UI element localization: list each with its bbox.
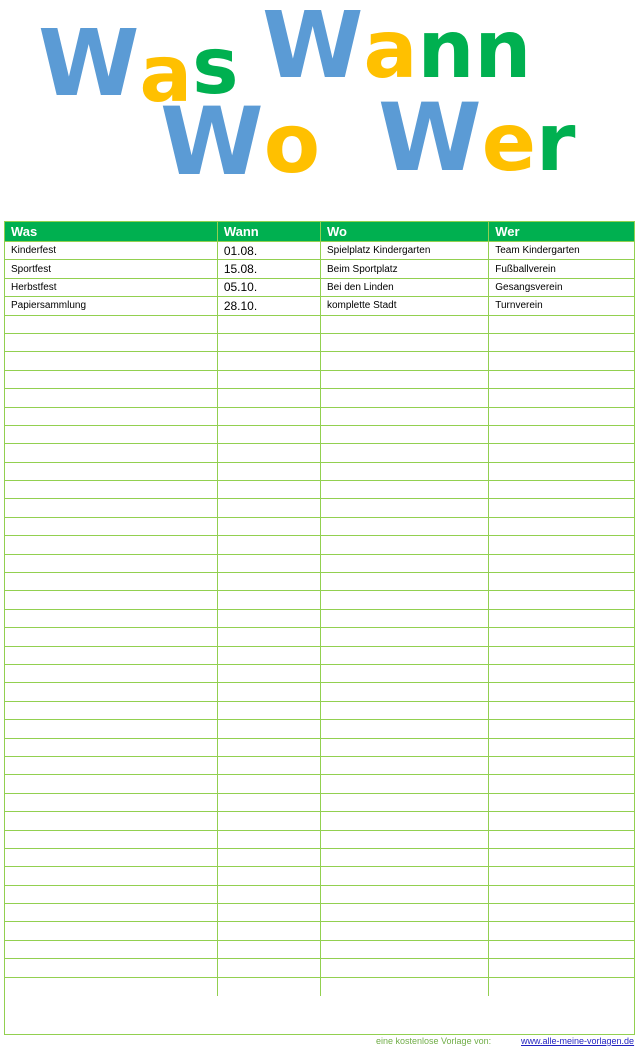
cell-was[interactable] — [5, 333, 217, 351]
cell-wann[interactable] — [217, 609, 320, 627]
empty-table-row — [5, 830, 634, 848]
cell-wer[interactable] — [489, 756, 634, 774]
cell-was[interactable] — [5, 830, 217, 848]
cell-wann[interactable] — [217, 885, 320, 903]
cell-wer[interactable]: Gesangsverein — [489, 278, 634, 296]
cell-was[interactable] — [5, 554, 217, 572]
cell-wo[interactable] — [320, 536, 488, 554]
cell-wann[interactable] — [217, 425, 320, 443]
table-row — [5, 260, 634, 278]
cell-wann[interactable] — [217, 646, 320, 664]
empty-table-row — [5, 720, 634, 738]
cell-was[interactable] — [5, 517, 217, 535]
empty-table-row — [5, 407, 634, 425]
cell-wer[interactable] — [489, 536, 634, 554]
cell-wer[interactable] — [489, 444, 634, 462]
cell-wer[interactable]: Team Kindergarten — [489, 242, 634, 260]
cell-was[interactable]: Papiersammlung — [5, 297, 217, 315]
table-row — [5, 278, 634, 296]
cell-was[interactable] — [5, 904, 217, 922]
empty-table-row — [5, 959, 634, 977]
word-wann — [262, 0, 532, 99]
cell-was[interactable] — [5, 573, 217, 591]
cell-wann[interactable]: 28.10. — [217, 297, 320, 315]
cell-wann[interactable] — [217, 499, 320, 517]
cell-wo[interactable] — [320, 444, 488, 462]
empty-table-row — [5, 517, 634, 535]
empty-table-row — [5, 425, 634, 443]
cell-wer[interactable] — [489, 462, 634, 480]
cell-wo[interactable] — [320, 407, 488, 425]
cell-was[interactable] — [5, 389, 217, 407]
cell-wer[interactable] — [489, 573, 634, 591]
title-word-art — [0, 0, 637, 210]
empty-table-row — [5, 609, 634, 627]
empty-table-row — [5, 738, 634, 756]
cell-wo[interactable] — [320, 756, 488, 774]
cell-wer[interactable] — [489, 352, 634, 370]
cell-wann[interactable] — [217, 959, 320, 977]
empty-table-row — [5, 352, 634, 370]
cell-was[interactable] — [5, 462, 217, 480]
letter: a — [139, 30, 193, 120]
cell-was[interactable] — [5, 481, 217, 499]
cell-wann[interactable] — [217, 775, 320, 793]
cell-was[interactable]: Herbstfest — [5, 278, 217, 296]
column-header-wo: Wo — [320, 222, 488, 242]
footer — [0, 1036, 637, 1048]
cell-wann[interactable] — [217, 481, 320, 499]
cell-wann[interactable] — [217, 904, 320, 922]
empty-table-row — [5, 646, 634, 664]
cell-was[interactable] — [5, 425, 217, 443]
cell-wer[interactable] — [489, 481, 634, 499]
cell-wer[interactable] — [489, 683, 634, 701]
cell-wann[interactable] — [217, 536, 320, 554]
letter: W — [262, 0, 364, 99]
empty-table-row — [5, 573, 634, 591]
cell-wo[interactable] — [320, 481, 488, 499]
cell-was[interactable] — [5, 720, 217, 738]
cell-was[interactable] — [5, 959, 217, 977]
empty-table-row — [5, 389, 634, 407]
cell-wo[interactable] — [320, 848, 488, 866]
cell-was[interactable] — [5, 591, 217, 609]
cell-wer[interactable] — [489, 830, 634, 848]
cell-wann[interactable] — [217, 573, 320, 591]
cell-wo[interactable] — [320, 352, 488, 370]
cell-wann[interactable] — [217, 333, 320, 351]
cell-wer[interactable] — [489, 499, 634, 517]
empty-table-row — [5, 444, 634, 462]
cell-was[interactable] — [5, 848, 217, 866]
cell-wer[interactable] — [489, 885, 634, 903]
cell-wer[interactable] — [489, 664, 634, 682]
cell-wer[interactable] — [489, 389, 634, 407]
cell-was[interactable] — [5, 499, 217, 517]
cell-was[interactable] — [5, 940, 217, 958]
cell-wo[interactable] — [320, 940, 488, 958]
cell-wo[interactable] — [320, 333, 488, 351]
cell-wer[interactable] — [489, 867, 634, 885]
letter: n — [474, 3, 532, 96]
cell-wer[interactable] — [489, 646, 634, 664]
cell-wann[interactable]: 05.10. — [217, 278, 320, 296]
word-wo — [160, 88, 321, 197]
cell-wer[interactable] — [489, 609, 634, 627]
footer-link[interactable]: www.alle-meine-vorlagen.de — [521, 1036, 635, 1046]
column-header-wann: Wann — [217, 222, 320, 242]
cell-wann[interactable] — [217, 315, 320, 333]
cell-was[interactable] — [5, 444, 217, 462]
cell-wo[interactable] — [320, 683, 488, 701]
letter: e — [481, 96, 536, 189]
empty-table-row — [5, 775, 634, 793]
cell-wo[interactable] — [320, 591, 488, 609]
empty-table-row — [5, 867, 634, 885]
cell-wo[interactable] — [320, 885, 488, 903]
cell-was[interactable] — [5, 977, 217, 995]
cell-was[interactable] — [5, 609, 217, 627]
cell-wann[interactable] — [217, 793, 320, 811]
letter: W — [160, 88, 264, 197]
empty-table-row — [5, 462, 634, 480]
cell-wer[interactable] — [489, 407, 634, 425]
cell-wer[interactable] — [489, 848, 634, 866]
empty-table-row — [5, 683, 634, 701]
cell-wann[interactable] — [217, 977, 320, 995]
empty-table-row — [5, 315, 634, 333]
empty-table-row — [5, 591, 634, 609]
cell-wer[interactable] — [489, 812, 634, 830]
cell-wo[interactable] — [320, 830, 488, 848]
cell-was[interactable] — [5, 683, 217, 701]
cell-wer[interactable] — [489, 370, 634, 388]
cell-wo[interactable] — [320, 701, 488, 719]
cell-wann[interactable] — [217, 812, 320, 830]
empty-table-row — [5, 793, 634, 811]
cell-was[interactable] — [5, 315, 217, 333]
cell-wo[interactable] — [320, 499, 488, 517]
cell-wann[interactable] — [217, 720, 320, 738]
empty-table-row — [5, 885, 634, 903]
empty-table-row — [5, 940, 634, 958]
letter: s — [192, 22, 239, 112]
cell-wer[interactable] — [489, 904, 634, 922]
cell-wann[interactable] — [217, 738, 320, 756]
cell-wer[interactable] — [489, 425, 634, 443]
cell-wo[interactable]: Bei den Linden — [320, 278, 488, 296]
table-header-row — [5, 222, 634, 242]
cell-wo[interactable] — [320, 315, 488, 333]
empty-table-row — [5, 499, 634, 517]
cell-wo[interactable] — [320, 554, 488, 572]
cell-was[interactable] — [5, 793, 217, 811]
cell-wann[interactable] — [217, 554, 320, 572]
cell-wo[interactable]: Spielplatz Kindergarten — [320, 242, 488, 260]
empty-table-row — [5, 664, 634, 682]
cell-wo[interactable] — [320, 462, 488, 480]
cell-wer[interactable] — [489, 720, 634, 738]
cell-was[interactable] — [5, 775, 217, 793]
cell-wann[interactable] — [217, 683, 320, 701]
cell-wer[interactable] — [489, 333, 634, 351]
cell-wann[interactable] — [217, 940, 320, 958]
cell-wo[interactable] — [320, 775, 488, 793]
cell-wer[interactable]: Fußballverein — [489, 260, 634, 278]
cell-was[interactable] — [5, 407, 217, 425]
cell-wo[interactable] — [320, 738, 488, 756]
cell-wann[interactable] — [217, 756, 320, 774]
cell-wann[interactable] — [217, 664, 320, 682]
cell-wer[interactable] — [489, 922, 634, 940]
cell-was[interactable] — [5, 756, 217, 774]
cell-wo[interactable] — [320, 609, 488, 627]
cell-wer[interactable] — [489, 738, 634, 756]
cell-wann[interactable] — [217, 628, 320, 646]
letter: W — [38, 10, 140, 117]
cell-wann[interactable] — [217, 462, 320, 480]
cell-wann[interactable]: 15.08. — [217, 260, 320, 278]
cell-wo[interactable] — [320, 389, 488, 407]
cell-wer[interactable] — [489, 977, 634, 995]
footer-label: eine kostenlose Vorlage von: — [376, 1036, 492, 1046]
cell-wer[interactable] — [489, 940, 634, 958]
cell-was[interactable] — [5, 352, 217, 370]
empty-table-row — [5, 536, 634, 554]
cell-wo[interactable] — [320, 720, 488, 738]
cell-was[interactable]: Sportfest — [5, 260, 217, 278]
cell-wo[interactable] — [320, 922, 488, 940]
letter: n — [417, 3, 475, 96]
letter: W — [378, 84, 482, 193]
event-table — [4, 221, 635, 1035]
cell-was[interactable] — [5, 885, 217, 903]
cell-wann[interactable] — [217, 848, 320, 866]
cell-wer[interactable] — [489, 775, 634, 793]
empty-table-row — [5, 370, 634, 388]
empty-table-row — [5, 333, 634, 351]
empty-table-row — [5, 922, 634, 940]
cell-was[interactable] — [5, 646, 217, 664]
cell-wo[interactable] — [320, 628, 488, 646]
column-header-wer: Wer — [489, 222, 634, 242]
cell-wann[interactable] — [217, 922, 320, 940]
cell-was[interactable] — [5, 922, 217, 940]
column-header-was: Was — [5, 222, 217, 242]
cell-wer[interactable] — [489, 517, 634, 535]
cell-wann[interactable]: 01.08. — [217, 242, 320, 260]
letter: a — [363, 3, 418, 96]
cell-was[interactable] — [5, 738, 217, 756]
cell-wann[interactable] — [217, 352, 320, 370]
cell-wo[interactable] — [320, 517, 488, 535]
cell-was[interactable]: Kinderfest — [5, 242, 217, 260]
empty-table-row — [5, 977, 634, 995]
letter: r — [535, 96, 576, 189]
empty-table-row — [5, 554, 634, 572]
cell-wo[interactable] — [320, 425, 488, 443]
word-wer — [378, 84, 576, 193]
cell-wann[interactable] — [217, 830, 320, 848]
empty-table-row — [5, 904, 634, 922]
cell-wann[interactable] — [217, 867, 320, 885]
cell-wo[interactable] — [320, 959, 488, 977]
cell-was[interactable] — [5, 812, 217, 830]
cell-wo[interactable] — [320, 370, 488, 388]
cell-wo[interactable] — [320, 573, 488, 591]
cell-wo[interactable] — [320, 812, 488, 830]
cell-wo[interactable] — [320, 977, 488, 995]
cell-wer[interactable] — [489, 628, 634, 646]
table-row — [5, 242, 634, 260]
cell-was[interactable] — [5, 536, 217, 554]
cell-was[interactable] — [5, 664, 217, 682]
cell-wo[interactable]: komplette Stadt — [320, 297, 488, 315]
cell-was[interactable] — [5, 701, 217, 719]
empty-table-row — [5, 701, 634, 719]
cell-wer[interactable] — [489, 701, 634, 719]
empty-table-row — [5, 481, 634, 499]
cell-wann[interactable] — [217, 517, 320, 535]
cell-wo[interactable] — [320, 646, 488, 664]
empty-table-row — [5, 756, 634, 774]
cell-wer[interactable]: Turnverein — [489, 297, 634, 315]
letter: o — [263, 97, 321, 192]
cell-wo[interactable]: Beim Sportplatz — [320, 260, 488, 278]
cell-wann[interactable] — [217, 370, 320, 388]
table-row — [5, 297, 634, 315]
empty-table-row — [5, 848, 634, 866]
cell-wo[interactable] — [320, 793, 488, 811]
cell-was[interactable] — [5, 867, 217, 885]
cell-wer[interactable] — [489, 959, 634, 977]
cell-wann[interactable] — [217, 444, 320, 462]
cell-wo[interactable] — [320, 664, 488, 682]
cell-wann[interactable] — [217, 407, 320, 425]
cell-wann[interactable] — [217, 591, 320, 609]
cell-wann[interactable] — [217, 389, 320, 407]
cell-was[interactable] — [5, 370, 217, 388]
cell-wann[interactable] — [217, 701, 320, 719]
cell-wer[interactable] — [489, 793, 634, 811]
cell-was[interactable] — [5, 628, 217, 646]
cell-wer[interactable] — [489, 315, 634, 333]
cell-wer[interactable] — [489, 591, 634, 609]
empty-table-row — [5, 812, 634, 830]
cell-wo[interactable] — [320, 904, 488, 922]
cell-wer[interactable] — [489, 554, 634, 572]
empty-table-row — [5, 628, 634, 646]
cell-wo[interactable] — [320, 867, 488, 885]
